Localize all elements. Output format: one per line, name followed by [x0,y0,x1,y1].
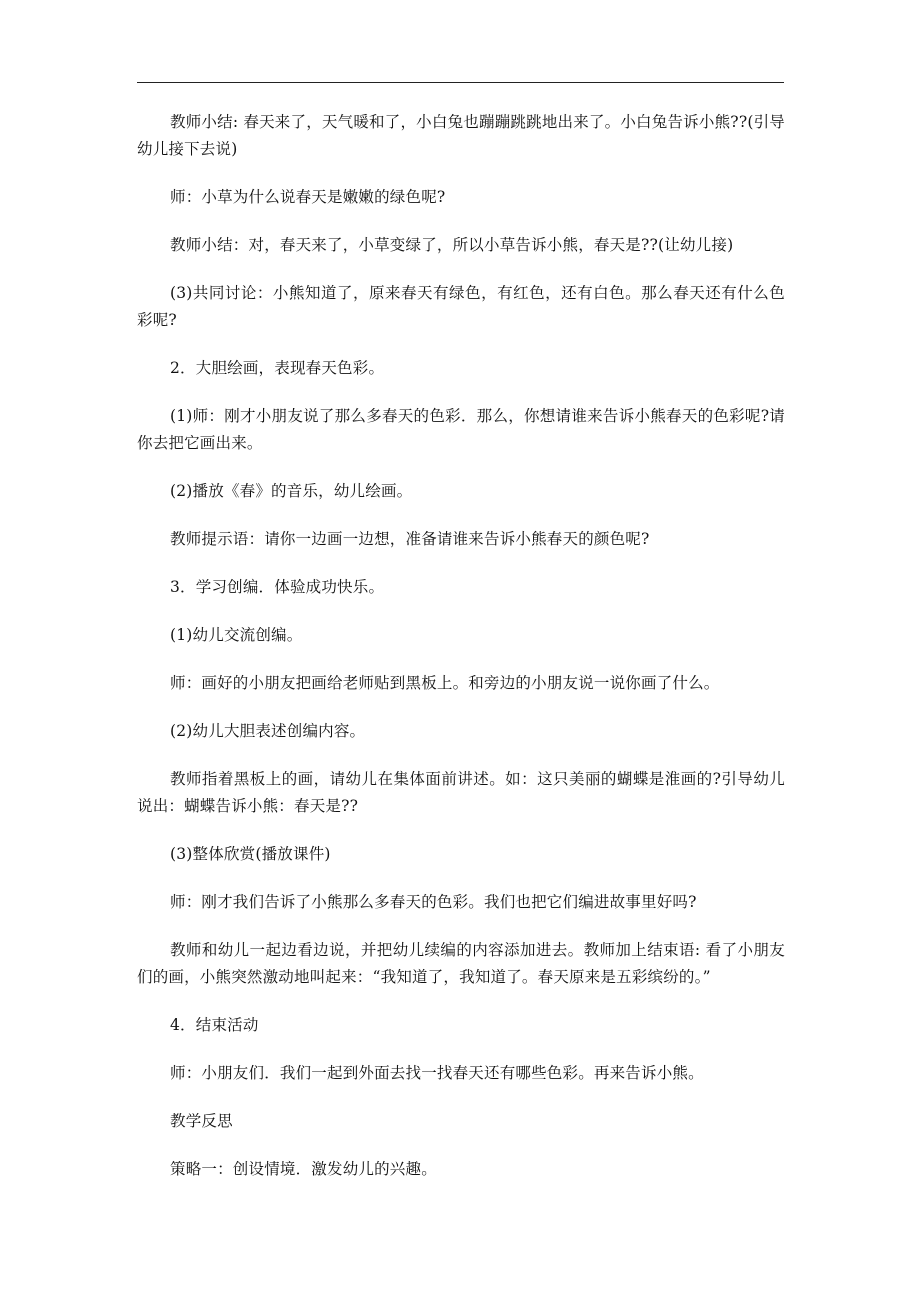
header-rule [137,82,784,83]
paragraph-teacher-summary-1: 教师小结: 春天来了，天气暖和了，小白兔也蹦蹦跳跳地出来了。小白兔告诉小熊??(引导幼儿接下去说) [137,113,785,158]
paragraph-strategy-1: 策略一：创设情境．激发幼儿的兴趣。 [170,1160,437,1178]
paragraph-teacher-points: 教师指着黑板上的画，请幼儿在集体面前讲述。如：这只美丽的蝴蝶是淮画的?引导幼儿说出：蝴蝶告诉小熊：春天是?? [137,770,785,815]
paragraph-exchange: (1)幼儿交流创编。 [170,626,303,644]
paragraph-express: (2)幼儿大胆表述创编内容。 [170,722,366,740]
paragraph-teacher-prompt-draw: (1)师：刚才小朋友说了那么多春天的色彩．那么，你想请谁来告诉小熊春天的色彩呢?请你去把它画出来。 [137,407,785,452]
paragraph-go-outside: 师：小朋友们．我们一起到外面去找一找春天还有哪些色彩。再来告诉小熊。 [170,1064,704,1082]
paragraph-grass-question: 师：小草为什么说春天是嫩嫩的绿色呢? [170,188,446,206]
section-heading-3: 3．学习创编．体验成功快乐。 [170,578,385,596]
paragraph-closing-words: 教师和幼儿一起边看边说，并把幼儿续编的内容添加进去。教师加上结束语: 看了小朋友们的画，小熊突然激动地叫起来：“我知道了，我知道了。春天原来是五彩缤纷的。” [137,941,785,986]
paragraph-blackboard: 师：画好的小朋友把画给老师贴到黑板上。和旁边的小朋友说一说你画了什么。 [170,674,720,692]
heading-reflection: 教学反思 [170,1112,233,1130]
paragraph-appreciate: (3)整体欣赏(播放课件) [170,845,331,863]
paragraph-play-music: (2)播放《春》的音乐，幼儿绘画。 [170,482,413,500]
section-heading-2: 2．大胆绘画，表现春天色彩。 [170,359,385,377]
paragraph-group-discussion: (3)共同讨论：小熊知道了，原来春天有绿色，有红色，还有白色。那么春天还有什么色彩呢? [137,284,785,329]
section-heading-4: 4．结束活动 [170,1016,259,1034]
paragraph-story-question: 师：刚才我们告诉了小熊那么多春天的色彩。我们也把它们编进故事里好吗? [170,893,697,911]
paragraph-teacher-hint: 教师提示语：请你一边画一边想，准备请谁来告诉小熊春天的颜色呢? [170,530,650,548]
document-body [137,109,785,1204]
paragraph-teacher-summary-2: 教师小结：对，春天来了，小草变绿了，所以小草告诉小熊，春天是??(让幼儿接) [170,236,734,254]
